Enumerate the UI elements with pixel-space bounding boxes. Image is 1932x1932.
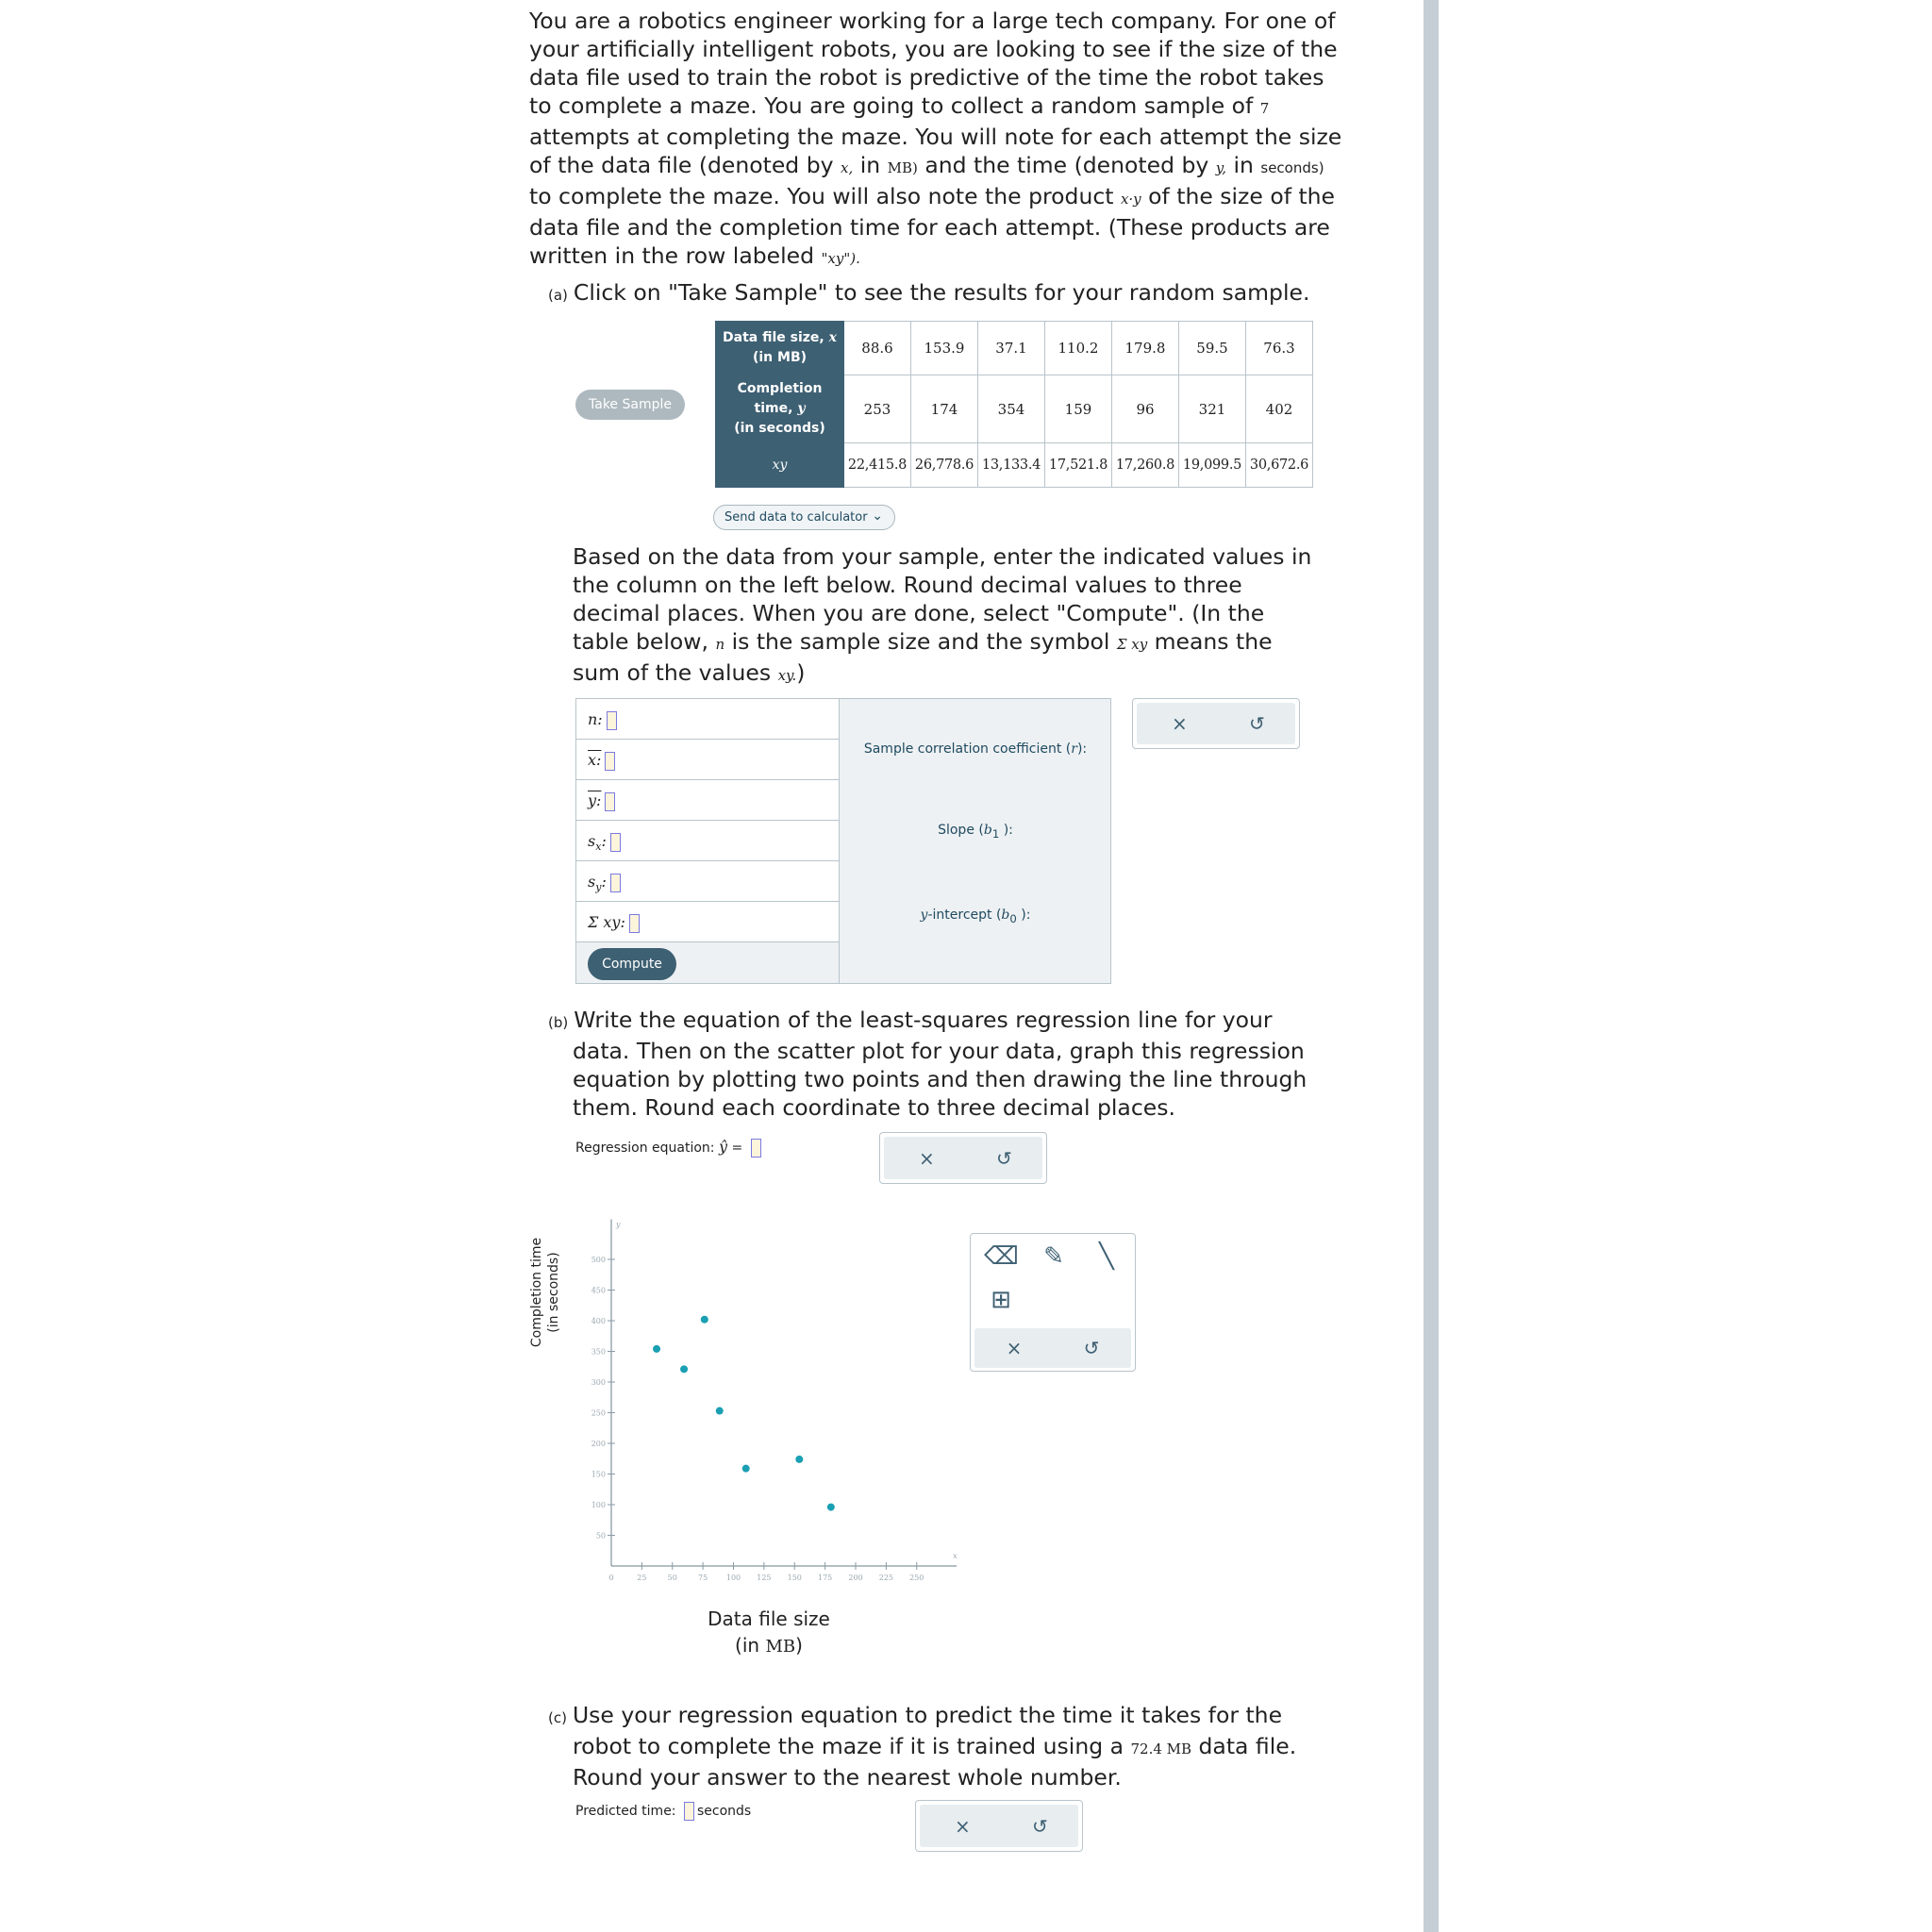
eraser-icon[interactable]: ⌫ xyxy=(984,1242,1019,1271)
text-line: data. Then on the scatter plot for your data, graph this regression xyxy=(573,1038,1305,1064)
table-row-x xyxy=(716,322,1313,375)
send-data-label: Send data to calculator xyxy=(724,510,868,525)
cell-y: 96 xyxy=(1112,375,1179,443)
table-row-xy xyxy=(716,443,1313,488)
undo-icon[interactable]: ↺ xyxy=(996,1146,1012,1170)
cell-x: 59.5 xyxy=(1179,322,1246,375)
text-line: (b) Write the equation of the least-squares regression line for your xyxy=(548,1007,1273,1033)
intro-line: attempts at completing the maze. You will note for each attempt the size xyxy=(529,124,1342,150)
data-point xyxy=(701,1316,708,1324)
predicted-time: Predicted time: seconds xyxy=(575,1804,752,1819)
cell-x: 179.8 xyxy=(1112,322,1179,375)
sum-xy-row: Σ xy: xyxy=(576,902,839,942)
y-tick-label: 450 xyxy=(591,1286,606,1295)
data-point xyxy=(653,1345,660,1353)
correlation-coefficient-label: Sample correlation coefficient (r): xyxy=(863,741,1088,757)
cell-y: 253 xyxy=(844,375,911,443)
x-tick-label: 0 xyxy=(608,1574,614,1582)
slope-label: Slope ($b_1$ ): xyxy=(938,823,1013,841)
predicted-time-input[interactable] xyxy=(684,1802,694,1821)
cell-x: 153.9 xyxy=(911,322,978,375)
y-tick-label: 500 xyxy=(591,1256,606,1264)
data-point xyxy=(742,1465,750,1473)
intro-line: data file and the completion time for each attempt. (These products are xyxy=(529,214,1330,241)
table-row-y xyxy=(716,375,1313,443)
cell-x: 110.2 xyxy=(1045,322,1112,375)
intro-line: to complete the maze. You will also note the product x·y of the size of the xyxy=(529,183,1336,209)
pencil-icon[interactable]: ✎ xyxy=(1043,1242,1064,1271)
intro-paragraph xyxy=(529,7,1378,273)
intro-line: to complete a maze. You are going to collect a random sample of 7 xyxy=(529,92,1270,119)
x-axis-label: Data file size (in MB) xyxy=(708,1607,830,1657)
cell-x: 88.6 xyxy=(844,322,911,375)
sy-input[interactable] xyxy=(610,874,621,892)
xbar-input[interactable] xyxy=(605,752,615,771)
text-line: them. Round each coordinate to three decimal places. xyxy=(573,1094,1175,1121)
x-axis-letter: x xyxy=(953,1552,958,1560)
cell-xy: 17,260.8 xyxy=(1112,443,1179,488)
data-point xyxy=(827,1504,835,1511)
y-tick-label: 300 xyxy=(591,1378,606,1387)
sx-input[interactable] xyxy=(610,833,621,852)
text-line: decimal places. When you are done, select "Compute". (In the xyxy=(573,600,1265,626)
intercept-label: y-intercept ($b_0$ ): xyxy=(920,908,1031,925)
ybar-row: y: xyxy=(576,780,839,821)
intro-line: You are a robotics engineer working for a large tech company. For one of xyxy=(529,8,1336,34)
cell-x: 37.1 xyxy=(978,322,1045,375)
chevron-down-icon: ⌄ xyxy=(872,508,883,524)
regression-input[interactable] xyxy=(751,1139,761,1158)
sample-data-table xyxy=(715,321,1313,488)
sy-row: $s_y$: xyxy=(576,861,839,902)
page-scrollbar[interactable] xyxy=(1424,0,1439,1932)
intro-line: data file used to train the robot is predictive of the time the robot takes xyxy=(529,64,1324,91)
sx-row: $s_x$: xyxy=(576,821,839,861)
part-a-instruction: (a) Click on "Take Sample" to see the results for your random sample. xyxy=(548,279,1310,306)
x-tick-label: 200 xyxy=(848,1574,863,1582)
x-tick-label: 125 xyxy=(757,1574,772,1582)
send-data-to-calculator-button[interactable] xyxy=(713,505,895,530)
undo-icon[interactable]: ↺ xyxy=(1032,1814,1048,1838)
ybar-input[interactable] xyxy=(605,792,615,811)
graph-toolbar xyxy=(970,1233,1136,1372)
x-tick-label: 150 xyxy=(787,1574,802,1582)
y-tick-label: 350 xyxy=(591,1347,606,1357)
cell-y: 354 xyxy=(978,375,1045,443)
actions-bar xyxy=(884,1137,1042,1179)
actions-bar xyxy=(920,1805,1078,1847)
part-c-instruction xyxy=(548,1701,1397,1791)
cell-xy: 13,133.4 xyxy=(978,443,1045,488)
clear-icon[interactable]: × xyxy=(1172,712,1188,735)
cell-xy: 17,521.8 xyxy=(1045,443,1112,488)
data-point xyxy=(795,1456,803,1463)
cell-x: 76.3 xyxy=(1246,322,1313,375)
x-tick-label: 250 xyxy=(909,1574,924,1582)
y-tick-label: 50 xyxy=(595,1531,606,1541)
x-tick-label: 75 xyxy=(698,1574,708,1582)
part-a-actions xyxy=(1132,698,1300,749)
clear-icon[interactable]: × xyxy=(1006,1337,1023,1359)
text-line: (c) Use your regression equation to predict the time it takes for the xyxy=(548,1702,1283,1728)
text-line: robot to complete the maze if it is trained using a 72.4 MB data file. xyxy=(573,1733,1297,1759)
part-a-instructions-2 xyxy=(573,542,1384,690)
xbar-row: x: xyxy=(576,740,839,780)
regression-equation: Regression equation: ŷ = xyxy=(575,1138,761,1158)
point-tool-icon[interactable]: ⊞ xyxy=(991,1286,1011,1314)
cell-y: 174 xyxy=(911,375,978,443)
x-tick-label: 100 xyxy=(725,1574,741,1582)
clear-icon[interactable]: × xyxy=(919,1146,935,1170)
row-header-y: Completion time, y (in seconds) xyxy=(716,375,844,443)
text-line: table below, n is the sample size and the symbol Σ xy means the xyxy=(573,628,1273,655)
cell-y: 159 xyxy=(1045,375,1112,443)
data-point xyxy=(680,1365,688,1373)
x-tick-label: 50 xyxy=(667,1574,677,1582)
cell-y: 402 xyxy=(1246,375,1313,443)
part-b-instruction xyxy=(548,1006,1397,1122)
cell-y: 321 xyxy=(1179,375,1246,443)
x-tick-label: 225 xyxy=(878,1574,894,1582)
intro-line: your artificially intelligent robots, you are looking to see if the size of the xyxy=(529,36,1338,62)
statistics-panel xyxy=(575,698,1111,984)
text-line: sum of the values xy.) xyxy=(573,659,806,686)
inputs-column xyxy=(576,699,839,983)
compute-button[interactable]: Compute xyxy=(588,948,676,980)
text-line: Round your answer to the nearest whole number. xyxy=(573,1764,1122,1790)
x-tick-label: 25 xyxy=(637,1574,647,1582)
data-point xyxy=(716,1407,724,1415)
cell-xy: 26,778.6 xyxy=(911,443,978,488)
text-line: equation by plotting two points and then drawing the line through xyxy=(573,1066,1307,1092)
row-header-xy: xy xyxy=(716,443,844,488)
undo-icon[interactable]: ↺ xyxy=(1249,712,1265,735)
clear-icon[interactable]: × xyxy=(955,1814,971,1838)
cell-xy: 19,099.5 xyxy=(1179,443,1246,488)
sum-xy-input[interactable] xyxy=(629,914,640,933)
y-axis-letter: y xyxy=(616,1220,621,1229)
actions-bar xyxy=(1137,703,1295,744)
undo-icon[interactable]: ↺ xyxy=(1083,1337,1100,1359)
y-tick-label: 400 xyxy=(591,1317,606,1325)
cell-xy: 22,415.8 xyxy=(844,443,911,488)
part-c-actions xyxy=(915,1800,1083,1852)
intro-line: written in the row labeled "xy"). xyxy=(529,242,860,269)
row-header-x: Data file size, x (in MB) xyxy=(716,322,844,375)
n-input[interactable] xyxy=(607,711,617,730)
n-row: n: xyxy=(576,699,839,740)
text-line: Based on the data from your sample, enter the indicated values in xyxy=(573,543,1312,570)
intro-line: of the data file (denoted by x, in MB) and the time (denoted by y, in seconds) xyxy=(529,152,1324,178)
y-tick-label: 200 xyxy=(591,1440,606,1448)
y-tick-label: 250 xyxy=(591,1408,606,1418)
cell-xy: 30,672.6 xyxy=(1246,443,1313,488)
y-tick-label: 150 xyxy=(591,1470,606,1479)
y-axis-label: Completion time (in seconds) xyxy=(529,1237,561,1348)
scatter-plot-svg[interactable] xyxy=(547,1220,962,1670)
scatter-plot[interactable] xyxy=(547,1220,962,1670)
text-line: the column on the left below. Round decimal values to three xyxy=(573,572,1242,598)
x-tick-label: 175 xyxy=(817,1574,833,1582)
results-column xyxy=(839,699,1110,983)
y-tick-label: 100 xyxy=(591,1501,606,1509)
take-sample-button[interactable]: Take Sample xyxy=(575,390,685,420)
part-b-actions xyxy=(879,1132,1047,1184)
line-tool-icon[interactable]: ╲ xyxy=(1099,1242,1114,1271)
